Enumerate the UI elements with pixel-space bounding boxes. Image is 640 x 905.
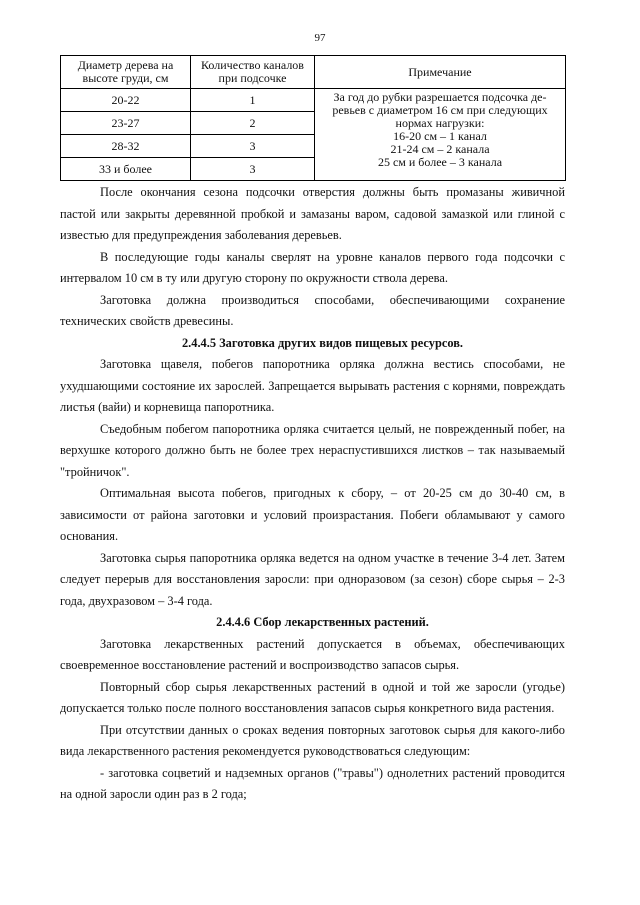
note-line: 25 см и более – 3 канала — [377, 155, 503, 169]
channels-cell: 1 — [191, 89, 315, 112]
paragraph: В последующие годы каналы сверлят на уровне каналов первого года подсочки с интервалом 10 см в ту или другую сторону по окружности ствола дерева. — [60, 249, 565, 285]
channels-cell: 2 — [191, 112, 315, 135]
table-header-row — [61, 56, 566, 89]
paragraph: После окончания сезона подсочки отверстия должны быть промазаны живичной пастой или закрыты деревянной пробкой и замазаны варом, садовой замазкой или глиной с известью для предупреждения заболевания деревьев. — [60, 185, 565, 242]
note-line: За год до рубки разрешается подсочка де- — [333, 90, 547, 104]
section-heading: 2.4.4.5 Заготовка других видов пищевых ресурсов. — [181, 335, 464, 350]
page-number: 97 — [314, 32, 326, 44]
header-note: Примечание — [315, 56, 566, 89]
paragraph: Съедобным побегом папоротника орляка считается целый, не поврежденный побег, на верхушке которого должно быть не более трех нераспустившихся листков – так называемый "тройничок". — [60, 421, 565, 479]
paragraph: - заготовка соцветий и надземных органов ("травы") однолетних растений проводится на одной заросли один раз в 2 года; — [60, 765, 565, 801]
paragraph: Заготовка лекарственных растений допускается в объемах, обеспечивающих своевременное восстановление растений и воспроизводство запасов сырья. — [60, 636, 565, 672]
channels-cell: 3 — [191, 135, 315, 158]
note-line: 16-20 см – 1 канал — [393, 129, 487, 143]
section-heading: 2.4.4.6 Сбор лекарственных растений. — [216, 615, 429, 629]
paragraph: Повторный сбор сырья лекарственных растений в одной и той же заросли (угодье) допускается только после полного восстановления запасов сырья конкретного вида растения. — [60, 679, 565, 715]
note-line: ревьев с диаметром 16 см при следующих — [332, 103, 548, 117]
diameter-cell: 33 и более — [61, 158, 191, 181]
note-cell — [315, 89, 566, 181]
body-text — [60, 182, 565, 806]
table-row — [61, 89, 566, 112]
diameter-cell: 28-32 — [61, 135, 191, 158]
note-line: нормах нагрузки: — [395, 116, 485, 130]
paragraph: Заготовка сырья папоротника орляка ведется на одном участке в течение 3-4 лет. Затем следует перерыв для восстановления заросли: при одноразовом (за сезон) сборе сырья – 2-3 года, двухразовом – 3-4 года. — [60, 550, 565, 608]
channels-cell: 3 — [191, 158, 315, 181]
header-diameter: Диаметр дерева на высоте груди, см — [61, 56, 191, 89]
note-line: 21-24 см – 2 канала — [390, 142, 490, 156]
paragraph: Заготовка щавеля, побегов папоротника орляка должна вестись способами, не ухудшающими состояние их зарослей. Запрещается вырывать растения с корнями, повреждать листья (вайи) и корневища папоротника. — [60, 357, 565, 414]
paragraph: При отсутствии данных о сроках ведения повторных заготовок сырья для какого-либо вида лекарственного растения рекомендуется руководствоваться следующим: — [60, 722, 565, 758]
paragraph: Заготовка должна производиться способами, обеспечивающими сохранение технических свойств древесины. — [60, 292, 565, 328]
diameter-cell: 23-27 — [61, 112, 191, 135]
diameter-cell: 20-22 — [61, 89, 191, 112]
channels-table — [60, 55, 566, 181]
paragraph: Оптимальная высота побегов, пригодных к сбору, – от 20-25 см до 30-40 см, в зависимости от района заготовки и условий произрастания. Побеги обламывают у самого основания. — [60, 486, 565, 543]
header-channels: Количество каналов при подсочке — [191, 56, 315, 89]
